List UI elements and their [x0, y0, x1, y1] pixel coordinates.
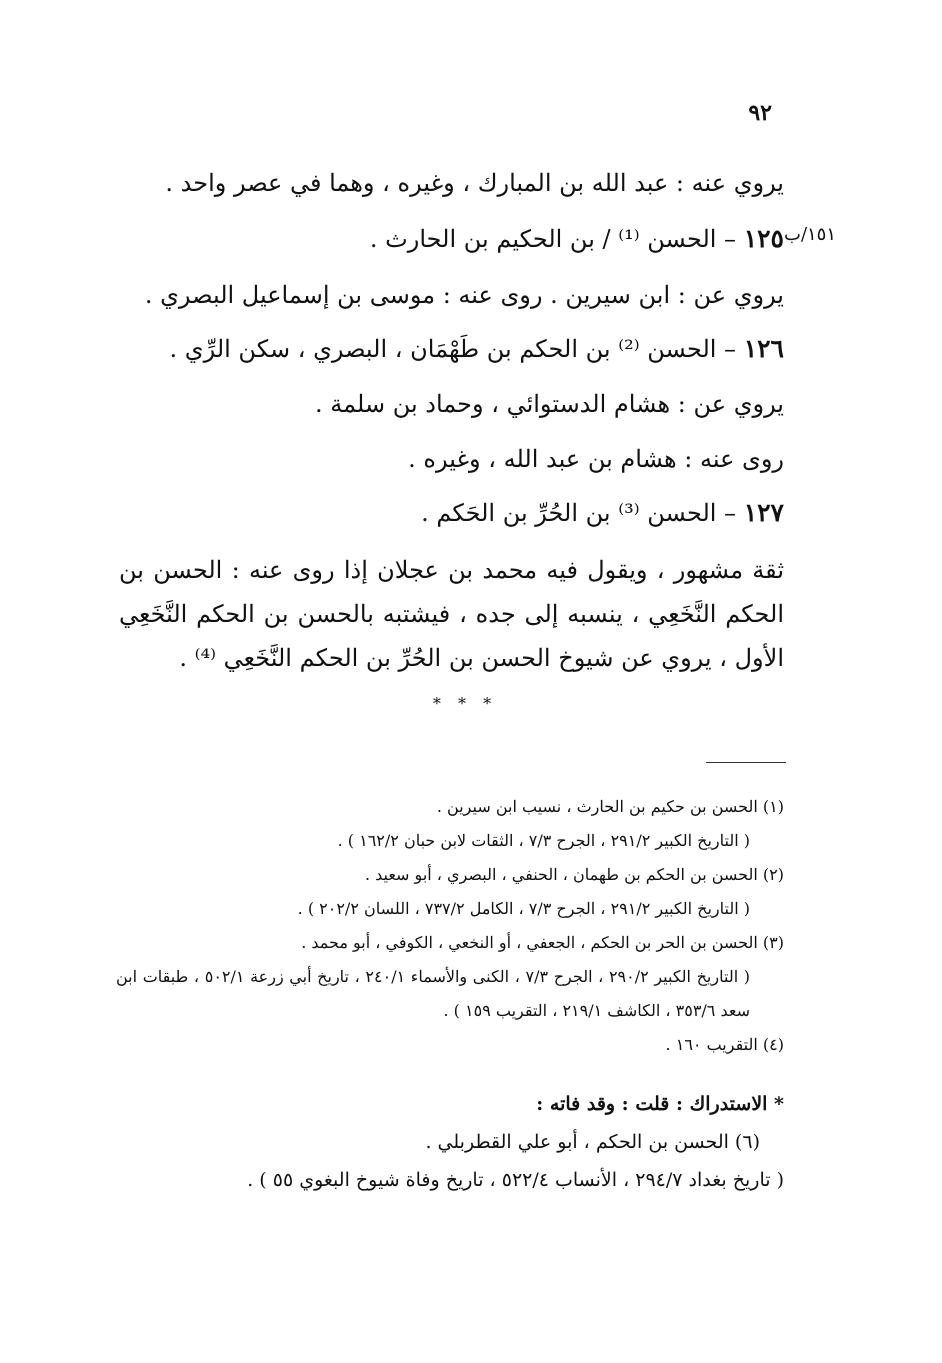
entry-125 [370, 222, 784, 256]
footnotes [116, 790, 784, 1062]
text-line: يروي عن : ابن سيرين . روى عنه : موسى بن إسماعيل البصري . [144, 281, 784, 309]
entry-127 [421, 496, 784, 530]
footnote-4: (٤) التقريب ١٦٠ . [665, 1035, 784, 1054]
footnote-1: (١) الحسن بن حكيم بن الحارث ، نسيب ابن سيرين . [436, 797, 784, 816]
text-line: يروي عن : هشام الدستوائي ، وحماد بن سلمة . [315, 390, 784, 418]
addendum-refs: ( تاريخ بغداد ٢٩٤/٧ ، الأنساب ٥٢٢/٤ ، تاريخ وفاة شيوخ البغوي ٥٥ ) . [247, 1169, 784, 1191]
entry-number: ١٢٧ [743, 498, 784, 527]
footnote-2-refs: ( التاريخ الكبير ٢٩١/٢ ، الجرح ٧/٣ ، الكامل ٧٣٧/٢ ، اللسان ٢٠٢/٢ ) . [297, 899, 750, 918]
entry-126 [170, 332, 784, 366]
entry-text: – الحسن ⁽³⁾ بن الحُرِّ بن الحَكم . [421, 499, 737, 527]
entry-number: ١٢٥ [743, 224, 784, 253]
text-line: روى عنه : هشام بن عبد الله ، وغيره . [408, 445, 784, 473]
margin-note: ١٥١/ب [784, 224, 837, 245]
footnote-rule [706, 762, 786, 763]
text-line: يروي عنه : عبد الله بن المبارك ، وغيره ، وهما في عصر واحد . [165, 169, 784, 197]
footnote-3: (٣) الحسن بن الحر بن الحكم ، الجعفي ، أو النخعي ، الكوفي ، أبو محمد . [301, 933, 784, 952]
footnote-3-refs: ( التاريخ الكبير ٢٩٠/٢ ، الجرح ٧/٣ ، الكنى والأسماء ٢٤٠/١ ، تاريخ أبي زرعة ٥٠٢/١ ، طبقات ابن سعد ٣٥٣/٦ ، الكاشف ٢١٩/١ ، التقريب ١٥٩ ) . [116, 967, 751, 1020]
entry-text: – الحسن ⁽¹⁾ / بن الحكيم بن الحارث . [369, 225, 737, 253]
section-divider-stars: * * * [432, 694, 498, 713]
page-number: ٩٢ [748, 100, 772, 126]
body-paragraph: ثقة مشهور ، ويقول فيه محمد بن عجلان إذا روى عنه : الحسن بن الحكم النَّخَعِي ، ينسبه إلى جده ، فيشتبه بالحسن بن الحكم النَّخَعِي الأول ، يروي عن شيوخ الحسن بن الحُرِّ بن الحكم النَّخَعِي ⁽⁴⁾ . [119, 556, 784, 672]
entry-text: – الحسن ⁽²⁾ بن الحكم بن طَهْمَان ، البصري ، سكن الرِّي . [169, 335, 737, 363]
addendum-heading: * الاستدراك : قلت : وقد فاته : [536, 1093, 784, 1115]
footnote-2: (٢) الحسن بن الحكم بن طهمان ، الحنفي ، البصري ، أبو سعيد . [364, 865, 784, 884]
footnote-1-refs: ( التاريخ الكبير ٢٩١/٢ ، الجرح ٧/٣ ، الثقات لابن حبان ١٦٢/٢ ) . [337, 831, 750, 850]
entry-number: ١٢٦ [743, 334, 784, 363]
addendum [104, 1085, 784, 1199]
addendum-entry: (٦) الحسن بن الحكم ، أبو علي القطربلي . [425, 1131, 760, 1153]
